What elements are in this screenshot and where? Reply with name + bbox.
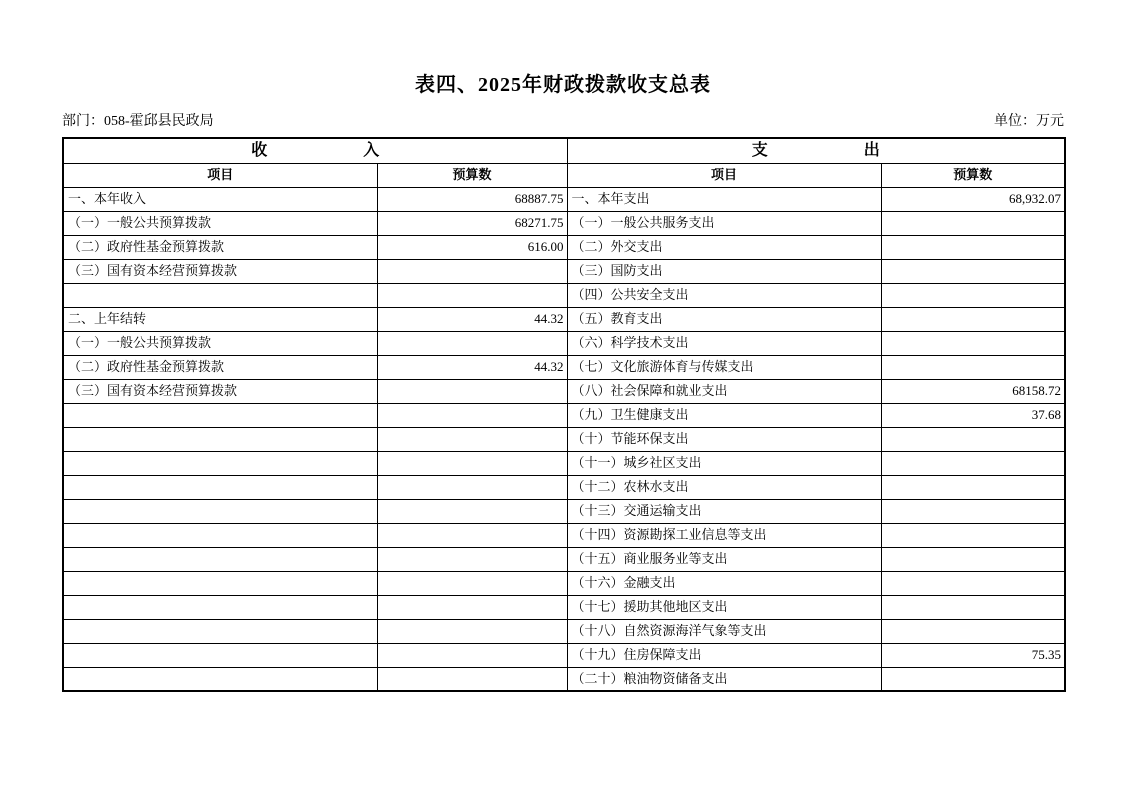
expenditure-budget-cell xyxy=(881,331,1065,355)
revenue-budget-cell xyxy=(377,427,567,451)
revenue-budget-cell: 68271.75 xyxy=(377,211,567,235)
table-row xyxy=(63,427,1065,451)
revenue-budget-cell xyxy=(377,667,567,691)
table-row xyxy=(63,499,1065,523)
expenditure-item-cell: （二）外交支出 xyxy=(567,235,881,259)
expenditure-budget-cell xyxy=(881,283,1065,307)
meta-row xyxy=(62,113,1064,130)
revenue-budget-cell: 44.32 xyxy=(377,355,567,379)
expenditure-budget-cell xyxy=(881,571,1065,595)
table-row xyxy=(63,331,1065,355)
revenue-item-cell xyxy=(63,523,377,547)
revenue-item-cell xyxy=(63,283,377,307)
expenditure-budget-cell xyxy=(881,427,1065,451)
revenue-item-cell xyxy=(63,499,377,523)
table-body xyxy=(63,187,1065,691)
page-title: 表四、2025年财政拨款收支总表 xyxy=(415,74,711,96)
expenditure-budget-cell xyxy=(881,619,1065,643)
expenditure-budget-cell xyxy=(881,307,1065,331)
expenditure-budget-cell: 68,932.07 xyxy=(881,187,1065,211)
budget-table xyxy=(62,137,1066,692)
revenue-item-cell: （一）一般公共预算拨款 xyxy=(63,211,377,235)
revenue-item-header: 项目 xyxy=(63,163,377,187)
revenue-item-cell: （二）政府性基金预算拨款 xyxy=(63,235,377,259)
table-row xyxy=(63,403,1065,427)
revenue-item-cell xyxy=(63,451,377,475)
expenditure-item-cell: （五）教育支出 xyxy=(567,307,881,331)
expenditure-item-cell: （十五）商业服务业等支出 xyxy=(567,547,881,571)
revenue-budget-header: 预算数 xyxy=(377,163,567,187)
revenue-section-label: 收入 xyxy=(251,141,476,159)
column-header-row xyxy=(63,163,1065,187)
expenditure-budget-cell: 68158.72 xyxy=(881,379,1065,403)
revenue-budget-cell: 44.32 xyxy=(377,307,567,331)
table-row xyxy=(63,259,1065,283)
revenue-budget-cell xyxy=(377,379,567,403)
revenue-budget-cell xyxy=(377,259,567,283)
revenue-item-cell: 二、上年结转 xyxy=(63,307,377,331)
revenue-budget-cell xyxy=(377,283,567,307)
table-row xyxy=(63,523,1065,547)
expenditure-item-cell: （十一）城乡社区支出 xyxy=(567,451,881,475)
revenue-item-cell: 一、本年收入 xyxy=(63,187,377,211)
expenditure-item-cell: （三）国防支出 xyxy=(567,259,881,283)
section-header-row xyxy=(63,138,1065,163)
expenditure-item-cell: （十七）援助其他地区支出 xyxy=(567,595,881,619)
revenue-budget-cell xyxy=(377,523,567,547)
table-row xyxy=(63,475,1065,499)
expenditure-item-cell: （十四）资源勘探工业信息等支出 xyxy=(567,523,881,547)
revenue-budget-cell xyxy=(377,643,567,667)
revenue-item-cell xyxy=(63,475,377,499)
revenue-item-cell: （一）一般公共预算拨款 xyxy=(63,331,377,355)
expenditure-item-header: 项目 xyxy=(567,163,881,187)
expenditure-item-cell: 一、本年支出 xyxy=(567,187,881,211)
revenue-item-cell xyxy=(63,619,377,643)
table-row xyxy=(63,643,1065,667)
expenditure-budget-cell xyxy=(881,667,1065,691)
expenditure-item-cell: （四）公共安全支出 xyxy=(567,283,881,307)
revenue-budget-cell xyxy=(377,331,567,355)
revenue-item-cell xyxy=(63,427,377,451)
table-row xyxy=(63,571,1065,595)
table-row xyxy=(63,451,1065,475)
unit-label: 单位：万元 xyxy=(994,114,1064,129)
expenditure-item-cell: （十九）住房保障支出 xyxy=(567,643,881,667)
expenditure-item-cell: （十二）农林水支出 xyxy=(567,475,881,499)
revenue-budget-cell xyxy=(377,451,567,475)
revenue-item-cell xyxy=(63,595,377,619)
table-row xyxy=(63,187,1065,211)
revenue-budget-cell xyxy=(377,547,567,571)
table-row xyxy=(63,547,1065,571)
expenditure-budget-cell xyxy=(881,475,1065,499)
revenue-item-cell xyxy=(63,547,377,571)
revenue-budget-cell xyxy=(377,475,567,499)
expenditure-item-cell: （十八）自然资源海洋气象等支出 xyxy=(567,619,881,643)
expenditure-section-label: 支出 xyxy=(751,141,976,159)
expenditure-budget-cell xyxy=(881,523,1065,547)
revenue-budget-cell xyxy=(377,403,567,427)
table-row xyxy=(63,619,1065,643)
expenditure-budget-cell xyxy=(881,451,1065,475)
expenditure-budget-cell xyxy=(881,499,1065,523)
expenditure-item-cell: （八）社会保障和就业支出 xyxy=(567,379,881,403)
expenditure-item-cell: （一）一般公共服务支出 xyxy=(567,211,881,235)
revenue-item-cell xyxy=(63,403,377,427)
table-row xyxy=(63,355,1065,379)
revenue-budget-cell: 616.00 xyxy=(377,235,567,259)
expenditure-budget-cell xyxy=(881,235,1065,259)
revenue-item-cell: （三）国有资本经营预算拨款 xyxy=(63,379,377,403)
department-label: 部门：058-霍邱县民政局 xyxy=(62,114,214,129)
expenditure-budget-cell xyxy=(881,355,1065,379)
expenditure-budget-cell: 75.35 xyxy=(881,643,1065,667)
table-row xyxy=(63,379,1065,403)
table-row xyxy=(63,211,1065,235)
revenue-budget-cell xyxy=(377,499,567,523)
expenditure-item-cell: （二十）粮油物资储备支出 xyxy=(567,667,881,691)
expenditure-item-cell: （十三）交通运输支出 xyxy=(567,499,881,523)
table-row xyxy=(63,307,1065,331)
table-row xyxy=(63,235,1065,259)
expenditure-item-cell: （十六）金融支出 xyxy=(567,571,881,595)
expenditure-section-header xyxy=(567,138,1065,163)
expenditure-item-cell: （十）节能环保支出 xyxy=(567,427,881,451)
revenue-item-cell: （三）国有资本经营预算拨款 xyxy=(63,259,377,283)
revenue-budget-cell xyxy=(377,619,567,643)
revenue-item-cell xyxy=(63,643,377,667)
expenditure-item-cell: （六）科学技术支出 xyxy=(567,331,881,355)
revenue-item-cell xyxy=(63,571,377,595)
table-row xyxy=(63,283,1065,307)
revenue-budget-cell xyxy=(377,595,567,619)
revenue-budget-cell: 68887.75 xyxy=(377,187,567,211)
expenditure-budget-cell xyxy=(881,595,1065,619)
revenue-item-cell xyxy=(63,667,377,691)
expenditure-budget-cell xyxy=(881,547,1065,571)
expenditure-budget-cell: 37.68 xyxy=(881,403,1065,427)
revenue-item-cell: （二）政府性基金预算拨款 xyxy=(63,355,377,379)
expenditure-budget-cell xyxy=(881,211,1065,235)
expenditure-budget-cell xyxy=(881,259,1065,283)
expenditure-item-cell: （七）文化旅游体育与传媒支出 xyxy=(567,355,881,379)
expenditure-budget-header: 预算数 xyxy=(881,163,1065,187)
revenue-section-header xyxy=(63,138,567,163)
expenditure-item-cell: （九）卫生健康支出 xyxy=(567,403,881,427)
table-row xyxy=(63,595,1065,619)
revenue-budget-cell xyxy=(377,571,567,595)
table-row xyxy=(63,667,1065,691)
